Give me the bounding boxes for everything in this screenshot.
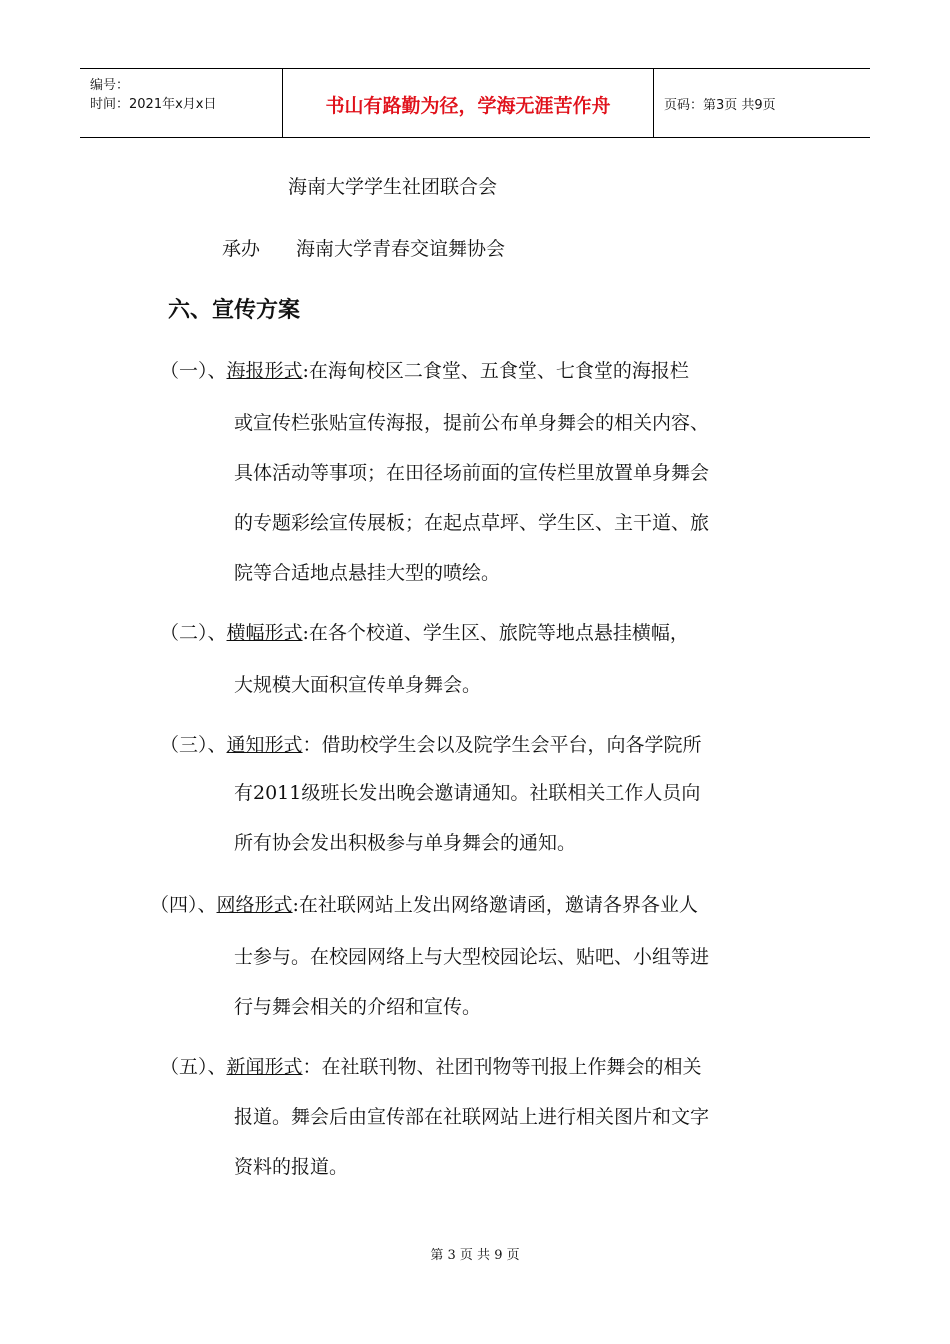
item-5-line: 报道。舞会后由宣传部在社联网站上进行相关图片和文字 bbox=[234, 1106, 710, 1128]
item-4-term: 网络形式 bbox=[216, 894, 293, 916]
item-3-first-line bbox=[160, 730, 702, 757]
item-3-text: ：借助校学生会以及院学生会平台，向各学院所 bbox=[302, 734, 702, 756]
item-1-first-line bbox=[160, 356, 689, 383]
undertaker-name: 海南大学青春交谊舞协会 bbox=[296, 238, 506, 260]
host-line: 海南大学学生社团联合会 bbox=[288, 176, 498, 198]
time-label: 时间：2021年x月x日 bbox=[90, 97, 217, 112]
item-1-line: 或宣传栏张贴宣传海报，提前公布单身舞会的相关内容、 bbox=[234, 412, 710, 434]
header-info-cell bbox=[80, 69, 283, 137]
number-label: 编号： bbox=[90, 78, 130, 93]
header-table bbox=[80, 68, 870, 138]
item-2-prefix: （二）、 bbox=[160, 622, 227, 644]
header-motto-cell bbox=[283, 69, 654, 137]
item-5-line: 资料的报道。 bbox=[234, 1156, 349, 1178]
item-2-text: :在各个校道、学生区、旅院等地点悬挂横幅， bbox=[302, 622, 689, 644]
section-title: 六、宣传方案 bbox=[168, 297, 301, 323]
item-4-prefix: （四）、 bbox=[150, 894, 217, 916]
item-5-text: ：在社联刊物、社团刊物等刊报上作舞会的相关 bbox=[302, 1056, 702, 1078]
item-1-term: 海报形式 bbox=[226, 360, 303, 382]
item-3-line: 所有协会发出积极参与单身舞会的通知。 bbox=[234, 832, 577, 854]
item-5-first-line bbox=[160, 1052, 702, 1079]
item-4-line: 行与舞会相关的介绍和宣传。 bbox=[234, 996, 482, 1018]
undertaker-line bbox=[222, 234, 505, 261]
motto-text: 书山有路勤为径，学海无涯苦作舟 bbox=[325, 95, 611, 117]
item-5-term: 新闻形式 bbox=[226, 1056, 303, 1078]
undertaker-label: 承办 bbox=[222, 238, 261, 260]
item-1-line: 院等合适地点悬挂大型的喷绘。 bbox=[234, 562, 501, 584]
page-label: 页码：第3页 共9页 bbox=[664, 98, 776, 113]
item-3-term: 通知形式 bbox=[226, 734, 303, 756]
item-4-first-line bbox=[150, 890, 698, 917]
header-page-cell bbox=[654, 69, 870, 137]
item-2-line: 大规模大面积宣传单身舞会。 bbox=[234, 674, 482, 696]
item-3-line: 有2011级班长发出晚会邀请通知。社联相关工作人员向 bbox=[234, 782, 701, 804]
item-2-term: 横幅形式 bbox=[226, 622, 303, 644]
item-1-line: 具体活动等事项；在田径场前面的宣传栏里放置单身舞会 bbox=[234, 462, 710, 484]
item-4-line: 士参与。在校园网络上与大型校园论坛、贴吧、小组等进 bbox=[234, 946, 710, 968]
item-5-prefix: （五）、 bbox=[160, 1056, 227, 1078]
item-1-line: 的专题彩绘宣传展板；在起点草坪、学生区、主干道、旅 bbox=[234, 512, 710, 534]
item-1-prefix: （一）、 bbox=[160, 360, 227, 382]
item-1-text: :在海甸校区二食堂、五食堂、七食堂的海报栏 bbox=[302, 360, 689, 382]
item-4-text: :在社联网站上发出网络邀请函，邀请各界各业人 bbox=[292, 894, 698, 916]
item-2-first-line bbox=[160, 618, 689, 645]
item-3-prefix: （三）、 bbox=[160, 734, 227, 756]
page-footer: 第 3 页 共 9 页 bbox=[430, 1248, 520, 1263]
